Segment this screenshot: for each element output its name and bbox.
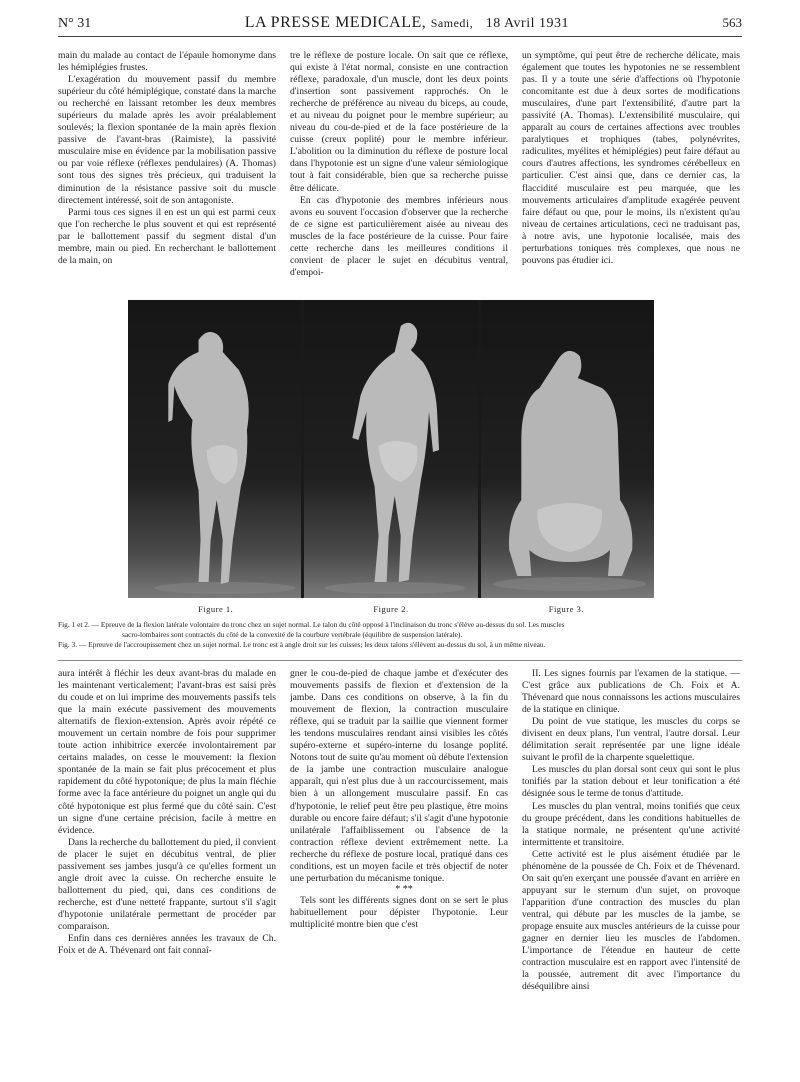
figure-labels: [128, 604, 654, 614]
issue-number: N° 31: [58, 16, 92, 31]
figure-plate: [128, 300, 654, 598]
paragraph: Les muscles du plan ventral, moins tonifiés que ceux du groupe précédent, dans les conditions habituelles de la statique normale, ne présentent qu'une activité intermittente et transitoire.: [522, 800, 740, 848]
figure-captions: [58, 620, 742, 650]
paragraph: Cette activité est le plus aisément étudiée par le phénomène de la poussée de Ch. Foix et de Thévenard. On sait qu'en exerçant une poussée d'avant en arrière en appuyant sur le sternum d'un sujet, on provoque l'apparition d'une contraction des muscles du plan ventral, qui débute par les muscles de la jambe, se propage ensuite aux muscles antérieurs de la cuisse pour gagner en dernier lieu les muscles de l'abdomen. L'importance de l'étendue en hauteur de cette contraction musculaire est en rapport avec l'intensité de la poussée, autrement dit avec l'importance du déséquilibre ainsi: [522, 848, 740, 993]
paragraph: gner le cou-de-pied de chaque jambe et d'exécuter des mouvements passifs de flexion et d'extension de la jambe. Dans ces conditions on observe, à la fin du mouvement de flexion, la contraction musculaire réflexe, qui se traduit par la saillie que viennent former les tendons musculaires rendant ainsi visibles les côtés supéro-externe et supéro-interne du losange poplité. Notons tout de suite qu'au moment où débute l'extension de la jambe une contraction musculaire analogue apparaît, qui n'est plus due à un raccourcissement, mais bien à un allongement musculaire passif. En cas d'hypotonie, le relief peut être peu plastique, être moins durable ou encore faire défaut; s'il s'agit d'une hypotonie unilatérale l'affaiblissement ou l'absence de la contraction réflexe devient extrêmement nette. La recherche du réflexe de posture local, pratiqué dans ces conditions, est un moyen facile et très objectif de noter une perturbation du mécanisme tonique.: [290, 668, 508, 884]
figure-1-label: Figure 1.: [198, 604, 234, 614]
bottom-column-3: [522, 668, 740, 1076]
journal-title-block: [245, 14, 569, 32]
paragraph: Du point de vue statique, les muscles du corps se divisent en deux plans, l'un ventral, l'autre dorsal. Leur délimitation serait représentée par une ligne idéale suivant le profil de la charpente squelettique.: [522, 716, 740, 764]
top-column-3: [522, 50, 740, 286]
figure-3-photo: [481, 300, 654, 598]
paragraph: Enfin dans ces dernières années les travaux de Ch. Foix et de A. Thévenard ont fait connaî-: [58, 933, 276, 957]
caption-fig-1-2: Fig. 1 et 2. — Epreuve de la flexion latérale volontaire du tronc chez un sujet normal. Le talon du côté opposé à l'inclinaison du tronc s'élève au-dessus du sol. Les muscles: [58, 620, 565, 629]
paragraph: aura intérêt à fléchir les deux avant-bras du malade en les maintenant verticalement; l'avant-bras est saisi près du coude et on lui imprime des mouvements passifs tels que la main exécute passivement des mouvements alternatifs de flexion-extension. Après avoir répété ce mouvement un certain nombre de fois pour supprimer toute action inhibitrice exercée involontairement par certains malades, on cesse le mouvement: la flexion spontanée de la main se fait plus précocement et plus rapidement du côté hypotonique; de plus la main fléchie forme avec la face antérieure du poignet un angle qui du côté hypotonique est plus fermé que du côté sain. C'est un signe d'une certaine précision, facile à mettre en évidence.: [58, 668, 276, 836]
paragraph: Parmi tous ces signes il en est un qui est parmi ceux que l'on recherche le plus souvent et qui est représenté par le ballottement passif du segment distal d'un membre, main ou pied. En recherchant le ballottement de la main, on: [58, 206, 276, 266]
paragraph: Dans la recherche du ballottement du pied, il convient de placer le sujet en décubitus ventral, de plier passivement ses jambes jusqu'à ce qu'elles forment un angle droit avec la cuisse. On recherche ensuite le ballottement du pied, qui, dans ces conditions de recherche, est d'une netteté frappante, surtout s'il s'agit d'hypotonie unilatérale permettant de procéder par comparaison.: [58, 836, 276, 932]
paragraph: En cas d'hypotonie des membres inférieurs nous avons eu souvent l'occasion d'observer que la recherche de ce signe est particulièrement aisée au niveau des muscles de la face postérieure de la cuisse. Pour faire cette recherche dans les meilleures conditions il convient de placer le sujet en décubitus ventral, d'empoi-: [290, 194, 508, 278]
caption-divider: [58, 660, 742, 661]
caption-fig-1-2-continued: sacro-lombaires sont contractés du côté de la convexité de la courbure vertébrale (équilibre de suspension latérale).: [122, 630, 463, 639]
figure-2-photo: [304, 300, 477, 598]
bottom-columns: [58, 668, 742, 1076]
paragraph: tre le réflexe de posture locale. On sait que ce réflexe, qui existe à l'état normal, consiste en une contraction réflexe, paradoxale, d'un muscle, dont les deux points d'insertion sont passivement rapprochés. On le recherche de préférence au niveau du biceps, au coude, et au niveau du poignet pour le membre supérieur; au niveau du cou-de-pied et de la face postérieure de la cuisse (creux poplité) pour le membre inférieur. L'abolition ou la diminution du réflexe de posture local dans l'hypotonie est un signe d'une valeur sémiologique tout à fait considérable, bien que sa recherche puisse être délicate.: [290, 50, 508, 194]
bottom-column-2: [290, 668, 508, 1076]
paragraph: main du malade au contact de l'épaule homonyme dans les hémiplégies frustes.: [58, 50, 276, 74]
section-stars: * **: [395, 883, 413, 895]
paragraph: Les muscles du plan dorsal sont ceux qui sont le plus tonifiés par la station debout et leur tonification a été désignée sous le terme de tonus d'attitude.: [522, 764, 740, 800]
top-column-2: [290, 50, 508, 286]
paragraph: L'exagération du mouvement passif du membre supérieur du côté hémiplégique, constaté dans la marche ou recherché en laissant retomber les deux membres supérieurs du malade après les avoir préalablement soulevés; la flexion spontanée de la main après flexion passive de l'avant-bras (Raimiste), la passivité musculaire mise en évidence par la mobilisation passive ou par voie réflexe (réflexes pendulaires) (A. Thomas) sont tous des signes très précieux, qui traduisent la diminution de la résistance passive soit du muscle directement intéressé, soit de son antagoniste.: [58, 74, 276, 206]
figure-2-label: Figure 2.: [373, 604, 409, 614]
bottom-column-1: [58, 668, 276, 1076]
issue-date: 18 Avril 1931: [485, 16, 569, 31]
top-columns: [58, 50, 742, 286]
page-header: [58, 14, 742, 37]
journal-title: LA PRESSE MEDICALE,: [244, 14, 427, 31]
figure-1-photo: [128, 300, 301, 598]
figure-3-label: Figure 3.: [548, 604, 584, 614]
paragraph: un symptôme, qui peut être de recherche délicate, mais également que toutes les hypotonies ne se ressemblent pas. Il y a toute une série d'affections où l'hypotonie concomitante est due à deux sortes de modifications musculaires, d'une part l'extensibilité, d'autre part la passivité (A. Thomas). L'extensibilité musculaire, qui apparaît au cours de certaines affections avec troubles paralytiques et trophiques (tabes, polynévrites, radiculites, myélites et hémiplégies) peut faire défaut au cours d'autres affections, les syndromes cérébelleux en particulier. C'est ainsi que, dans ce dernier cas, la flaccidité musculaire est peu marquée, que les mouvements articulaires d'amplitude exagérée peuvent faire défaut ou que, pour le moins, ils n'existent qu'au niveau de certaines articulations, ceci ne traduisant pas, à notre avis, une hypotonie localisée, mais des perturbations toniques très complexes, que nous ne pouvons pas étudier ici.: [522, 50, 740, 266]
top-column-1: [58, 50, 276, 286]
caption-fig-3: Fig. 3. — Epreuve de l'accroupissement chez un sujet normal. Le tronc est à angle droit sur les cuisses; les deux talons s'élèvent au-dessus du sol, à un même niveau.: [58, 640, 546, 649]
paragraph: II. Les signes fournis par l'examen de la statique. — C'est grâce aux publications de Ch. Foix et A. Thévenard que nous connaissons les actions musculaires de la statique en clinique.: [522, 668, 740, 716]
date-day: Samedi,: [430, 16, 474, 30]
paragraph: Tels sont les différents signes dont on se sert le plus habituellement pour dépister l'hypotonie. Leur multiplicité montre bien que c'est: [290, 894, 508, 930]
page-number: 563: [722, 15, 742, 30]
